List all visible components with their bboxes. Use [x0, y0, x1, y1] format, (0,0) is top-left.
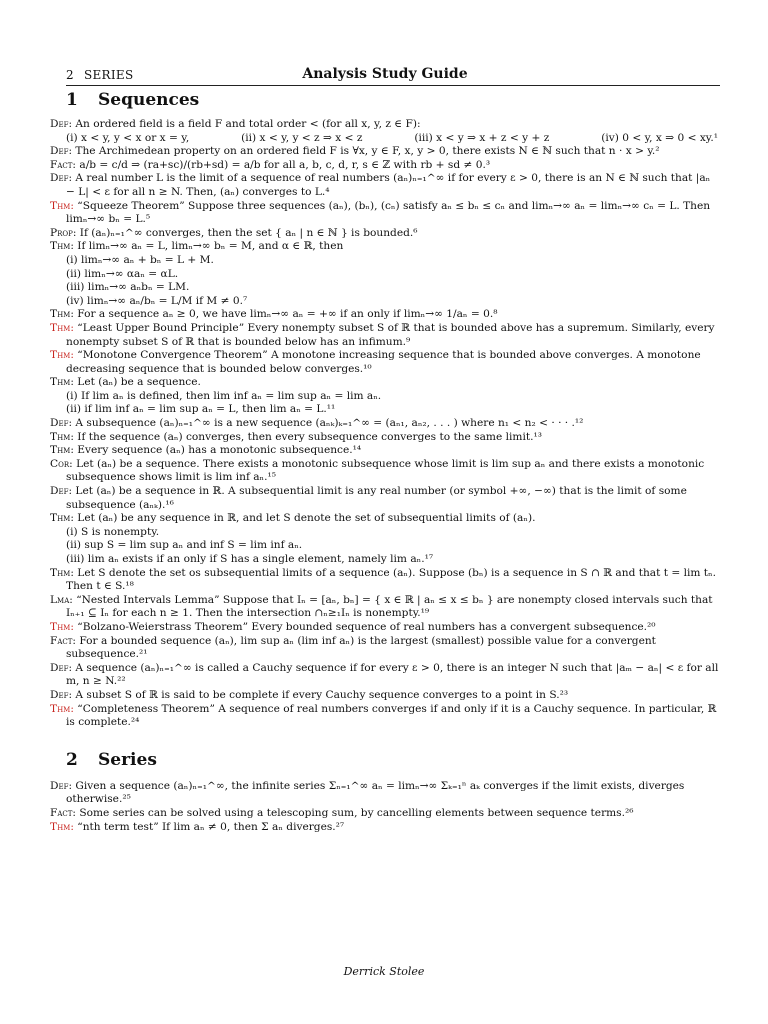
item-label: Thm:	[50, 240, 74, 253]
prop-item	[50, 227, 720, 241]
item-label: Thm:	[50, 444, 74, 457]
axiom: (i) x < y, y < x or x = y,	[66, 131, 190, 144]
item-text: “Nested Intervals Lemma” Suppose that Iₙ = [aₙ, bₙ] = { x ∈ ℝ | aₙ ≤ x ≤ bₙ } are nonempty closed intervals such that Iₙ₊₁ ⊆ Iₙ for each n ≥ 1. Then the intersection ∩ₙ≥₁Iₙ is nonempty.¹⁹	[66, 593, 713, 620]
item-text: A subsequence (aₙ)ₙ₌₁^∞ is a new sequence (aₙₖ)ₖ₌₁^∞ = (aₙ₁, aₙ₂, . . . ) where n₁ < n₂ < · · · .¹²	[75, 417, 584, 430]
item-label: Thm:	[50, 620, 74, 633]
item-label: Thm:	[50, 566, 74, 579]
lma-item	[50, 594, 720, 621]
item-text: “Bolzano-Weierstrass Theorem” Every bounded sequence of real numbers has a convergent subsequence.²⁰	[77, 620, 656, 633]
enumerated-clause: (i) limₙ→∞ aₙ + bₙ = L + M.	[66, 253, 214, 266]
item-label: Def:	[50, 145, 73, 158]
limit-rules	[50, 254, 720, 308]
item-label: Fact:	[50, 634, 76, 647]
item-text: “Least Upper Bound Principle” Every nonempty subset S of ℝ that is bounded above has a supremum. Similarly, every nonempty subset S of ℝ that is bounded below has an infimum.⁹	[66, 321, 715, 348]
item-text: The Archimedean property on an ordered field F is ∀x, y ∈ F, x, y > 0, there exists N ∈ ℕ such that n · x > y.²	[75, 145, 660, 158]
thm-item	[50, 376, 720, 390]
definition-item	[50, 118, 720, 132]
sequences-section	[50, 118, 720, 730]
item-text: a/b = c/d ⇒ (ra+sc)/(rb+sd) = a/b for all a, b, c, d, r, s ∈ ℤ with rb + sd ≠ 0.³	[79, 158, 491, 171]
thm-item	[50, 821, 720, 835]
thm-item	[50, 444, 720, 458]
thm-item	[50, 308, 720, 322]
section-title: Series	[98, 749, 157, 770]
def-item	[50, 172, 720, 199]
item-label: Def:	[50, 485, 73, 498]
page-number-value: 2	[66, 68, 74, 82]
def-item	[50, 780, 720, 807]
enumerated-clause: (iv) limₙ→∞ aₙ/bₙ = L/M if M ≠ 0.⁷	[66, 294, 248, 307]
sequence-items-a	[50, 145, 720, 254]
sequence-items-b	[50, 308, 720, 390]
item-label: Def:	[50, 661, 73, 674]
series-section	[50, 780, 720, 834]
thm-item	[50, 240, 720, 254]
sequence-items-c	[50, 417, 720, 526]
series-items	[50, 780, 720, 834]
def-item	[50, 145, 720, 159]
thm-item	[50, 431, 720, 445]
axiom: (ii) x < y, y < z ⇒ x < z	[241, 131, 363, 144]
item-label: Lma:	[50, 593, 73, 606]
item-text: “nth term test” If lim aₙ ≠ 0, then Σ aₙ diverges.²⁷	[77, 820, 345, 833]
header-rule	[66, 85, 720, 86]
item-text: If the sequence (aₙ) converges, then every subsequence converges to the same limit.¹³	[77, 430, 542, 443]
thm-item	[50, 349, 720, 376]
item-label: Def:	[50, 779, 73, 792]
def-item	[50, 689, 720, 703]
thm-item	[50, 200, 720, 227]
enumerated-clause: (ii) sup S = lim sup aₙ and inf S = lim inf aₙ.	[66, 539, 303, 552]
item-text: An ordered field is a field F and total order < (for all x, y, z ∈ F):	[75, 118, 421, 130]
item-label: Thm:	[50, 820, 74, 833]
page-header	[50, 68, 720, 84]
item-text: If limₙ→∞ aₙ = L, limₙ→∞ bₙ = M, and α ∈ ℝ, then	[77, 240, 344, 253]
section-heading-sequences	[66, 90, 720, 110]
item-text: Some series can be solved using a telescoping sum, by cancelling elements between sequence terms.²⁶	[79, 806, 634, 819]
running-head: SERIES	[83, 68, 134, 82]
item-label: Def:	[50, 417, 73, 430]
order-axioms	[50, 132, 720, 146]
item-text: Given a sequence (aₙ)ₙ₌₁^∞, the infinite series Σₙ₌₁^∞ aₙ = limₙ→∞ Σₖ₌₁ⁿ aₖ converges if the limit exists, diverges otherwise.²⁵	[66, 779, 685, 806]
item-text: “Monotone Convergence Theorem” A monotone increasing sequence that is bounded above converges. A monotone decreasing sequence that is bounded below converges.¹⁰	[66, 349, 701, 375]
axiom: (iv) 0 < y, x ⇒ 0 < xy.¹	[601, 131, 718, 144]
item-text: For a sequence aₙ ≥ 0, we have limₙ→∞ aₙ = +∞ if an only if limₙ→∞ 1/aₙ = 0.⁸	[77, 308, 498, 321]
item-label: Fact:	[50, 158, 76, 171]
subsequential-rules	[50, 526, 720, 567]
enumerated-clause: (i) If lim aₙ is defined, then lim inf aₙ = lim sup aₙ = lim aₙ.	[66, 389, 382, 402]
item-text: A subset S of ℝ is said to be complete if every Cauchy sequence converges to a point in S.²³	[75, 688, 569, 701]
item-label: Thm:	[50, 349, 74, 362]
item-text: “Completeness Theorem” A sequence of real numbers converges if and only if it is a Cauchy sequence. In particular, ℝ is complete.²⁴	[66, 702, 717, 729]
item-label: Thm:	[50, 702, 74, 715]
thm-item	[50, 512, 720, 526]
enumerated-clause: (iii) lim aₙ exists if an only if S has a single element, namely lim aₙ.¹⁷	[66, 553, 434, 565]
liminf-rules	[50, 390, 720, 417]
item-text: Let (aₙ) be a sequence.	[77, 376, 201, 389]
item-label: Def:	[50, 118, 73, 130]
item-label: Thm:	[50, 512, 74, 525]
fact-item	[50, 807, 720, 821]
enumerated-clause: (i) S is nonempty.	[66, 525, 160, 538]
item-label: Def:	[50, 688, 73, 701]
document-title: Analysis Study Guide	[302, 66, 468, 82]
thm-item	[50, 703, 720, 730]
item-label: Thm:	[50, 321, 74, 334]
section-number: 1	[66, 90, 78, 110]
item-label: Prop:	[50, 226, 77, 239]
page-footer: Derrick Stolee	[343, 965, 425, 978]
fact-item	[50, 635, 720, 662]
item-text: Let (aₙ) be any sequence in ℝ, and let S denote the set of subsequential limits of (aₙ).	[77, 512, 536, 525]
item-label: Cor:	[50, 457, 73, 470]
def-item	[50, 662, 720, 689]
item-label: Thm:	[50, 376, 74, 389]
item-text: Let (aₙ) be a sequence in ℝ. A subsequential limit is any real number (or symbol +∞, −∞) that is the limit of some subsequence (aₙₖ).¹⁶	[66, 485, 687, 511]
fact-item	[50, 159, 720, 173]
item-text: Every sequence (aₙ) has a monotonic subsequence.¹⁴	[77, 444, 362, 457]
def-item	[50, 485, 720, 512]
item-text: “Squeeze Theorem” Suppose three sequences (aₙ), (bₙ), (cₙ) satisfy aₙ ≤ bₙ ≤ cₙ and limₙ→∞ aₙ = limₙ→∞ cₙ = L. Then limₙ→∞ bₙ = L.⁵	[66, 199, 711, 226]
item-text: A real number L is the limit of a sequence of real numbers (aₙ)ₙ₌₁^∞ if for every ε > 0, there is an N ∈ ℕ such that |aₙ − L| < ε for all n ≥ N. Then, (aₙ) converges to L.⁴	[66, 172, 711, 198]
thm-item	[50, 322, 720, 349]
cor-item	[50, 458, 720, 485]
section-heading-series	[66, 750, 720, 770]
enumerated-clause: (ii) if lim inf aₙ = lim sup aₙ = L, then lim aₙ = L.¹¹	[66, 403, 336, 416]
item-text: Let (aₙ) be a sequence. There exists a monotonic subsequence whose limit is lim sup aₙ and there exists a monotonic subsequence shows limit is lim inf aₙ.¹⁵	[66, 457, 705, 484]
item-text: For a bounded sequence (aₙ), lim sup aₙ (lim inf aₙ) is the largest (smallest) possible value for a convergent subsequence.²¹	[66, 634, 656, 661]
item-text: A sequence (aₙ)ₙ₌₁^∞ is called a Cauchy sequence if for every ε > 0, there is an integer N such that |aₘ − aₙ| < ε for all m, n ≥ N.²²	[66, 661, 719, 688]
enumerated-clause: (ii) limₙ→∞ αaₙ = αL.	[66, 267, 179, 280]
thm-item	[50, 621, 720, 635]
section-title: Sequences	[98, 90, 200, 110]
enumerated-clause: (iii) limₙ→∞ aₙbₙ = LM.	[66, 281, 190, 294]
def-item	[50, 417, 720, 431]
item-label: Fact:	[50, 806, 76, 819]
axiom: (iii) x < y ⇒ x + z < y + z	[414, 131, 550, 144]
item-label: Thm:	[50, 430, 74, 443]
section-number: 2	[66, 749, 78, 770]
thm-item	[50, 567, 720, 594]
sequence-items-d	[50, 567, 720, 730]
item-text: Let S denote the set os subsequential limits of a sequence (aₙ). Suppose (bₙ) is a sequence in S ∩ ℝ and that t = lim tₙ. Then t ∈ S.¹⁸	[66, 566, 717, 593]
item-label: Thm:	[50, 199, 74, 212]
item-label: Thm:	[50, 308, 74, 321]
item-label: Def:	[50, 172, 73, 185]
item-text: If (aₙ)ₙ₌₁^∞ converges, then the set { aₙ | n ∈ ℕ } is bounded.⁶	[79, 226, 418, 239]
